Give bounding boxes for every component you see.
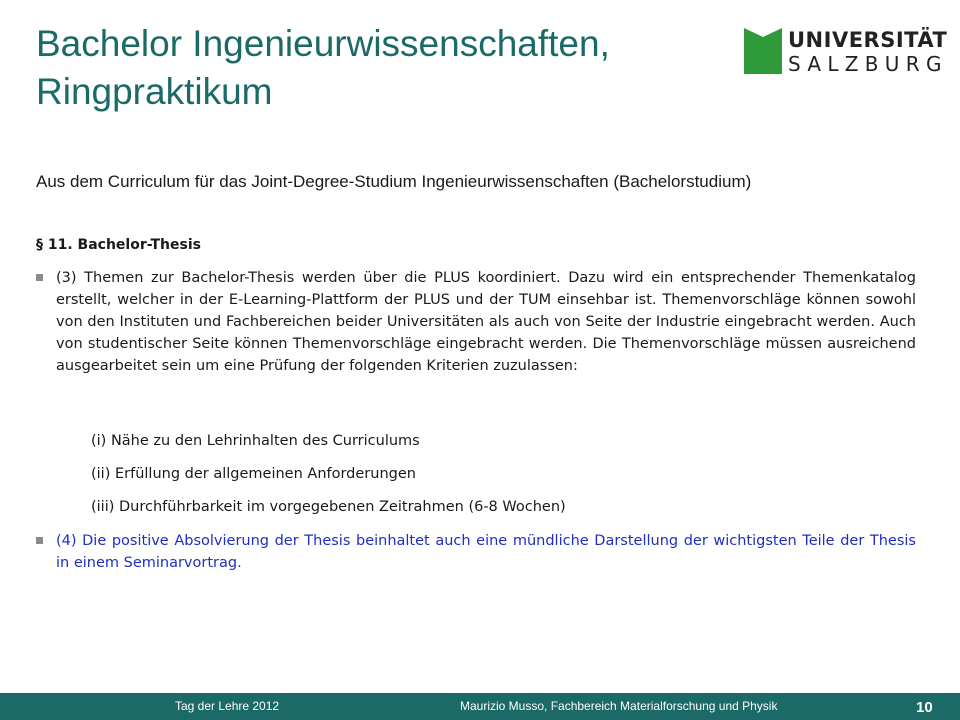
- university-logo-mark-icon: [744, 28, 782, 74]
- footer-event: Tag der Lehre 2012: [175, 699, 280, 713]
- criterion-item: (ii) Erfüllung der allgemeinen Anforderungen: [91, 466, 416, 482]
- logo-text-salzburg: SALZBURG: [788, 52, 948, 76]
- criterion-item: (i) Nähe zu den Lehrinhalten des Curriculums: [91, 433, 420, 449]
- bullet-item: [36, 267, 916, 377]
- square-bullet-icon: [36, 274, 43, 281]
- slide-subtitle: Aus dem Curriculum für das Joint-Degree-Studium Ingenieurwissenschaften (Bachelorstudium): [36, 172, 752, 191]
- square-bullet-icon: [36, 537, 43, 544]
- criterion-item: (iii) Durchführbarkeit im vorgegebenen Zeitrahmen (6-8 Wochen): [91, 499, 566, 515]
- bullet-item-highlighted: [36, 530, 916, 574]
- footer-author: Maurizio Musso, Fachbereich Materialforschung und Physik: [460, 699, 778, 713]
- slide-title: Bachelor Ingenieurwissenschaften, Ringpraktikum: [36, 23, 610, 112]
- footer-bar: [0, 693, 960, 720]
- section-heading: § 11. Bachelor-Thesis: [36, 237, 201, 253]
- logo-text-universitat: UNIVERSITÄT: [788, 28, 948, 52]
- page-number: 10: [916, 699, 933, 716]
- bullet-text: (4) Die positive Absolvierung der Thesis beinhaltet auch eine mündliche Darstellung der wichtigsten Teile der Thesis in einem Seminarvortrag.: [56, 533, 916, 571]
- university-logo: [744, 28, 948, 76]
- bullet-text: (3) Themen zur Bachelor-Thesis werden über die PLUS koordiniert. Dazu wird ein entsprechender Themenkatalog erstellt, welcher in der E-Learning-Plattform der PLUS und der TUM einsehbar ist. Themenvorschläge können sowohl von den Instituten und Fachbereichen beider Universitäten als auch von Seite der Industrie eingebracht werden. Auch von studentischer Seite können Themenvorschläge eingebracht werden. Die Themenvorschläge müssen ausreichend ausgearbeitet sein um eine Prüfung der folgenden Kriterien zuzulassen:: [56, 270, 916, 374]
